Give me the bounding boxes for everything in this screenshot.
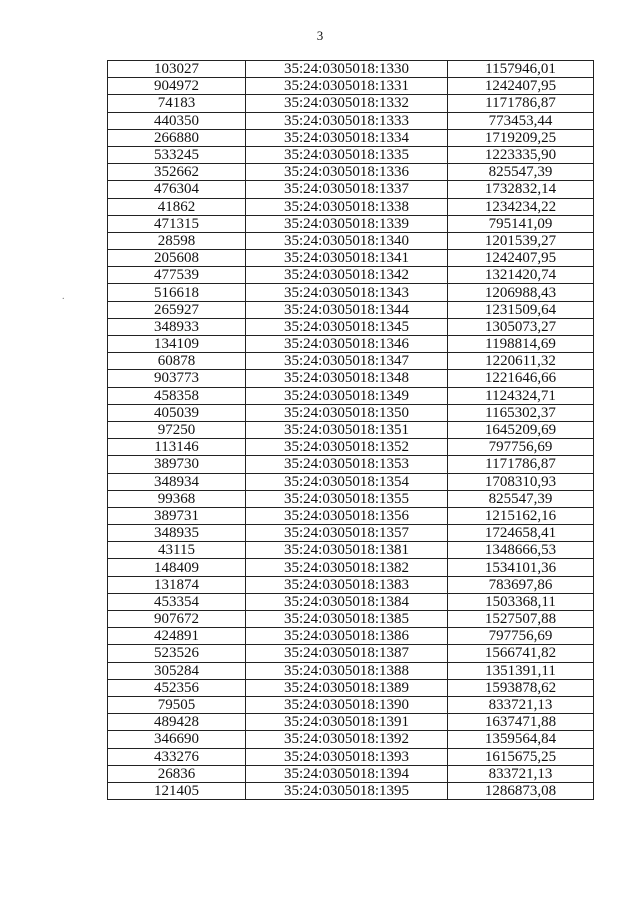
table-cell-value: 1566741,82 [448, 645, 594, 662]
table-cell-id: 405039 [108, 404, 246, 421]
table-row [108, 370, 594, 387]
table-row [108, 78, 594, 95]
table-cell-id: 533245 [108, 146, 246, 163]
table-cell-value: 1157946,01 [448, 61, 594, 78]
table-cell-cadastral-number: 35:24:0305018:1351 [246, 421, 448, 438]
table-cell-value: 1534101,36 [448, 559, 594, 576]
table-cell-cadastral-number: 35:24:0305018:1389 [246, 679, 448, 696]
table-cell-value: 1732832,14 [448, 181, 594, 198]
table-cell-value: 1242407,95 [448, 78, 594, 95]
table-row [108, 232, 594, 249]
table-cell-cadastral-number: 35:24:0305018:1331 [246, 78, 448, 95]
table-cell-cadastral-number: 35:24:0305018:1336 [246, 164, 448, 181]
table-cell-id: 477539 [108, 267, 246, 284]
table-cell-value: 1223335,90 [448, 146, 594, 163]
table-cell-cadastral-number: 35:24:0305018:1342 [246, 267, 448, 284]
table-cell-value: 1351391,11 [448, 662, 594, 679]
table-row [108, 181, 594, 198]
table-cell-cadastral-number: 35:24:0305018:1383 [246, 576, 448, 593]
table-cell-value: 1165302,37 [448, 404, 594, 421]
table-row [108, 198, 594, 215]
table-cell-value: 1645209,69 [448, 421, 594, 438]
table-row [108, 748, 594, 765]
table-cell-id: 453354 [108, 593, 246, 610]
table-row [108, 421, 594, 438]
table-cell-cadastral-number: 35:24:0305018:1385 [246, 611, 448, 628]
table-cell-cadastral-number: 35:24:0305018:1386 [246, 628, 448, 645]
table-cell-cadastral-number: 35:24:0305018:1355 [246, 490, 448, 507]
table-cell-id: 266880 [108, 129, 246, 146]
table-cell-id: 904972 [108, 78, 246, 95]
table-cell-id: 348935 [108, 525, 246, 542]
table-cell-cadastral-number: 35:24:0305018:1392 [246, 731, 448, 748]
table-row [108, 645, 594, 662]
table-row [108, 576, 594, 593]
table-cell-value: 1220611,32 [448, 353, 594, 370]
table-row [108, 164, 594, 181]
table-cell-value: 1348666,53 [448, 542, 594, 559]
table-cell-id: 489428 [108, 714, 246, 731]
table-cell-id: 43115 [108, 542, 246, 559]
table-cell-value: 1198814,69 [448, 336, 594, 353]
table-cell-id: 103027 [108, 61, 246, 78]
table-cell-id: 148409 [108, 559, 246, 576]
table-cell-cadastral-number: 35:24:0305018:1339 [246, 215, 448, 232]
table-cell-cadastral-number: 35:24:0305018:1381 [246, 542, 448, 559]
table-cell-id: 352662 [108, 164, 246, 181]
table-body [108, 61, 594, 800]
table-row [108, 301, 594, 318]
table-row [108, 628, 594, 645]
table-row [108, 456, 594, 473]
table-row [108, 284, 594, 301]
table-cell-value: 1171786,87 [448, 456, 594, 473]
table-cell-id: 134109 [108, 336, 246, 353]
table-cell-id: 205608 [108, 250, 246, 267]
table-cell-cadastral-number: 35:24:0305018:1356 [246, 507, 448, 524]
table-cell-cadastral-number: 35:24:0305018:1337 [246, 181, 448, 198]
table-cell-cadastral-number: 35:24:0305018:1390 [246, 696, 448, 713]
table-cell-value: 795141,09 [448, 215, 594, 232]
table-cell-cadastral-number: 35:24:0305018:1349 [246, 387, 448, 404]
table-row [108, 473, 594, 490]
table-cell-id: 907672 [108, 611, 246, 628]
table-cell-id: 131874 [108, 576, 246, 593]
table-cell-id: 74183 [108, 95, 246, 112]
table-cell-value: 1321420,74 [448, 267, 594, 284]
table-cell-cadastral-number: 35:24:0305018:1393 [246, 748, 448, 765]
table-cell-value: 1206988,43 [448, 284, 594, 301]
table-cell-value: 1527507,88 [448, 611, 594, 628]
table-cell-id: 389730 [108, 456, 246, 473]
table-cell-value: 1221646,66 [448, 370, 594, 387]
table-cell-value: 1708310,93 [448, 473, 594, 490]
table-row [108, 215, 594, 232]
table-cell-cadastral-number: 35:24:0305018:1333 [246, 112, 448, 129]
table-cell-id: 305284 [108, 662, 246, 679]
table-cell-id: 516618 [108, 284, 246, 301]
table-row [108, 146, 594, 163]
table-cell-id: 389731 [108, 507, 246, 524]
table-cell-id: 523526 [108, 645, 246, 662]
table-cell-cadastral-number: 35:24:0305018:1348 [246, 370, 448, 387]
table-cell-cadastral-number: 35:24:0305018:1334 [246, 129, 448, 146]
table-cell-cadastral-number: 35:24:0305018:1340 [246, 232, 448, 249]
table-row [108, 250, 594, 267]
table-cell-cadastral-number: 35:24:0305018:1388 [246, 662, 448, 679]
table-cell-id: 121405 [108, 782, 246, 799]
table-cell-id: 265927 [108, 301, 246, 318]
table-cell-value: 1593878,62 [448, 679, 594, 696]
table-row [108, 662, 594, 679]
table-row [108, 318, 594, 335]
table-cell-cadastral-number: 35:24:0305018:1350 [246, 404, 448, 421]
stray-mark: . [62, 291, 65, 302]
table-cell-value: 1615675,25 [448, 748, 594, 765]
table-cell-id: 348933 [108, 318, 246, 335]
table-cell-value: 825547,39 [448, 164, 594, 181]
table-cell-cadastral-number: 35:24:0305018:1357 [246, 525, 448, 542]
table-cell-value: 797756,69 [448, 628, 594, 645]
table-row [108, 542, 594, 559]
table-cell-value: 1124324,71 [448, 387, 594, 404]
table-cell-cadastral-number: 35:24:0305018:1394 [246, 765, 448, 782]
table-cell-id: 28598 [108, 232, 246, 249]
table-cell-value: 1719209,25 [448, 129, 594, 146]
page-number: 3 [316, 28, 324, 43]
table-cell-value: 1359564,84 [448, 731, 594, 748]
table-cell-value: 1503368,11 [448, 593, 594, 610]
table-cell-id: 113146 [108, 439, 246, 456]
table-cell-id: 476304 [108, 181, 246, 198]
table-cell-id: 903773 [108, 370, 246, 387]
table-cell-cadastral-number: 35:24:0305018:1335 [246, 146, 448, 163]
table-cell-cadastral-number: 35:24:0305018:1387 [246, 645, 448, 662]
table-row [108, 782, 594, 799]
table-row [108, 559, 594, 576]
table-cell-value: 783697,86 [448, 576, 594, 593]
table-cell-cadastral-number: 35:24:0305018:1341 [246, 250, 448, 267]
table-cell-cadastral-number: 35:24:0305018:1382 [246, 559, 448, 576]
table-cell-cadastral-number: 35:24:0305018:1345 [246, 318, 448, 335]
table-cell-value: 825547,39 [448, 490, 594, 507]
table-cell-cadastral-number: 35:24:0305018:1347 [246, 353, 448, 370]
table-cell-id: 97250 [108, 421, 246, 438]
table-cell-cadastral-number: 35:24:0305018:1384 [246, 593, 448, 610]
table-row [108, 129, 594, 146]
table-cell-cadastral-number: 35:24:0305018:1332 [246, 95, 448, 112]
table-cell-id: 458358 [108, 387, 246, 404]
table-cell-id: 433276 [108, 748, 246, 765]
table-cell-cadastral-number: 35:24:0305018:1354 [246, 473, 448, 490]
table-cell-id: 79505 [108, 696, 246, 713]
table-cell-id: 99368 [108, 490, 246, 507]
table-cell-value: 833721,13 [448, 765, 594, 782]
table-row [108, 353, 594, 370]
table-row [108, 267, 594, 284]
table-cell-id: 440350 [108, 112, 246, 129]
table-cell-cadastral-number: 35:24:0305018:1330 [246, 61, 448, 78]
table-row [108, 404, 594, 421]
table-cell-value: 797756,69 [448, 439, 594, 456]
table-cell-value: 1171786,87 [448, 95, 594, 112]
table-cell-value: 1234234,22 [448, 198, 594, 215]
table-cell-cadastral-number: 35:24:0305018:1346 [246, 336, 448, 353]
table-row [108, 731, 594, 748]
table-cell-cadastral-number: 35:24:0305018:1352 [246, 439, 448, 456]
table-cell-value: 833721,13 [448, 696, 594, 713]
table-cell-value: 1724658,41 [448, 525, 594, 542]
table-row [108, 525, 594, 542]
table-cell-id: 346690 [108, 731, 246, 748]
table-cell-id: 60878 [108, 353, 246, 370]
table-cell-cadastral-number: 35:24:0305018:1338 [246, 198, 448, 215]
table-cell-id: 424891 [108, 628, 246, 645]
table-row [108, 507, 594, 524]
table-cell-value: 773453,44 [448, 112, 594, 129]
table-row [108, 696, 594, 713]
table-cell-value: 1305073,27 [448, 318, 594, 335]
table-cell-id: 26836 [108, 765, 246, 782]
table-cell-id: 41862 [108, 198, 246, 215]
table-row [108, 387, 594, 404]
table-cell-value: 1637471,88 [448, 714, 594, 731]
table-row [108, 95, 594, 112]
table-cell-cadastral-number: 35:24:0305018:1353 [246, 456, 448, 473]
table-row [108, 112, 594, 129]
table-row [108, 679, 594, 696]
table-cell-id: 348934 [108, 473, 246, 490]
table-row [108, 439, 594, 456]
table-cell-value: 1242407,95 [448, 250, 594, 267]
table-cell-cadastral-number: 35:24:0305018:1395 [246, 782, 448, 799]
table-cell-id: 452356 [108, 679, 246, 696]
table-cell-id: 471315 [108, 215, 246, 232]
table-row [108, 611, 594, 628]
table-cell-cadastral-number: 35:24:0305018:1344 [246, 301, 448, 318]
table-cell-cadastral-number: 35:24:0305018:1391 [246, 714, 448, 731]
table-row [108, 336, 594, 353]
table-row [108, 61, 594, 78]
table-cell-cadastral-number: 35:24:0305018:1343 [246, 284, 448, 301]
table-row [108, 593, 594, 610]
table-row [108, 765, 594, 782]
table-row [108, 714, 594, 731]
table-row [108, 490, 594, 507]
table-cell-value: 1201539,27 [448, 232, 594, 249]
table-cell-value: 1215162,16 [448, 507, 594, 524]
data-table [107, 60, 594, 800]
table-cell-value: 1231509,64 [448, 301, 594, 318]
table-cell-value: 1286873,08 [448, 782, 594, 799]
